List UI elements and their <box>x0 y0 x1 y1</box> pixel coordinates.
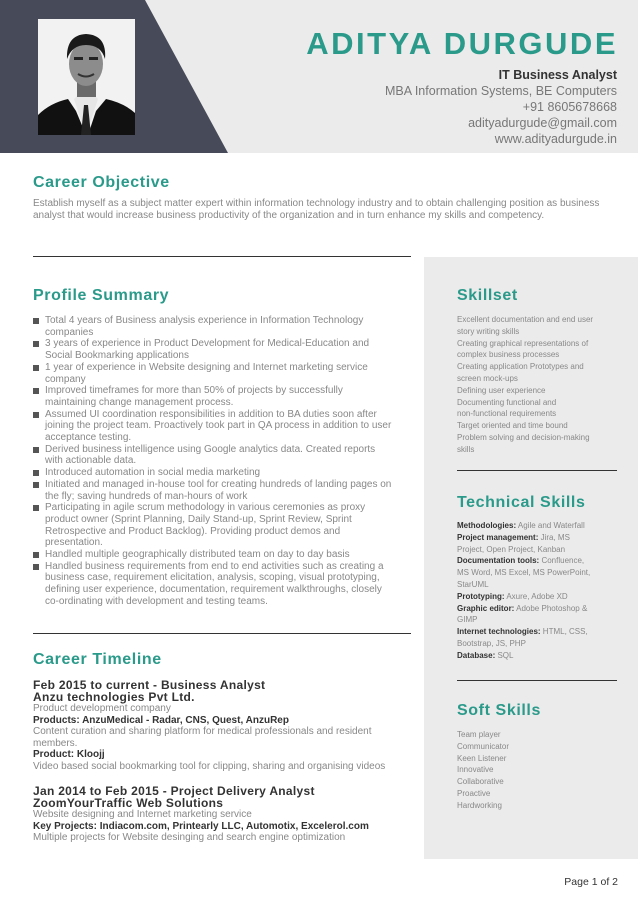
list-item: Target oriented and time bound <box>457 421 568 431</box>
list-item: Graphic editor: Adobe Photoshop & <box>457 603 588 613</box>
square-bullet-icon <box>33 318 39 324</box>
job-title: Jan 2014 to Feb 2015 - Project Delivery Analyst <box>33 784 315 798</box>
square-bullet-icon <box>33 552 39 558</box>
timeline-entry-anzu <box>33 679 418 773</box>
square-bullet-icon <box>33 447 39 453</box>
list-item: Database: SQL <box>457 650 514 660</box>
list-item: Hardworking <box>457 800 502 810</box>
list-item: Proactive <box>457 788 491 798</box>
list-item: complex business processes <box>457 350 560 360</box>
email-address[interactable]: adityadurgude@gmail.com <box>468 116 617 130</box>
product-description: Video based social bookmarking tool for clipping, sharing and organising videos <box>33 760 386 772</box>
square-bullet-icon <box>33 482 39 488</box>
divider-skillset <box>457 470 617 471</box>
list-item: skills <box>457 444 475 454</box>
soft-skills-heading: Soft Skills <box>457 702 541 719</box>
education: MBA Information Systems, BE Computers <box>384 84 617 98</box>
list-item: Introduced automation in social media marketing <box>33 467 393 479</box>
website-link[interactable]: www.adityadurgude.in <box>494 132 617 146</box>
divider-objective <box>33 256 411 257</box>
divider-technical <box>457 680 617 681</box>
list-item: Handled multiple geographically distributed team on day to day basis <box>33 549 393 561</box>
products-description: Content curation and sharing platform for medical professionals and resident members. <box>33 726 372 749</box>
skillset-heading: Skillset <box>457 287 518 304</box>
career-objective-heading: Career Objective <box>33 174 170 191</box>
list-item: Total 4 years of Business analysis experience in Information Technology companies <box>33 315 393 338</box>
list-item: Improved timeframes for more than 50% of projects by successfully maintaining change management process. <box>33 385 393 408</box>
square-bullet-icon <box>33 388 39 394</box>
product-label: Product: Kloojj <box>33 749 105 761</box>
list-item: Bootstrap, JS, PHP <box>457 638 526 648</box>
list-item: Methodologies: Agile and Waterfall <box>457 521 585 530</box>
square-bullet-icon <box>33 412 39 418</box>
list-item: GIMP <box>457 615 478 625</box>
list-item: 3 years of experience in Product Development for Medical-Education and Social Bookmarking applications <box>33 338 393 361</box>
list-item: Creating application Prototypes and <box>457 362 584 372</box>
company-name: ZoomYourTraffic Web Solutions <box>33 796 224 810</box>
list-item: Collaborative <box>457 777 504 787</box>
technical-skills-heading: Technical Skills <box>457 494 586 511</box>
divider-summary <box>33 633 411 634</box>
phone-number: +91 8605678668 <box>522 100 617 114</box>
list-item: story writing skills <box>457 326 520 336</box>
list-item: Team player <box>457 730 501 739</box>
timeline-entry-zoomyourtraffic <box>33 785 418 844</box>
list-item: StarUML <box>457 579 489 589</box>
list-item: Excellent documentation and end user <box>457 315 594 324</box>
square-bullet-icon <box>33 505 39 511</box>
list-item: Project, Open Project, Kanban <box>457 544 566 554</box>
list-item: Documenting functional and <box>457 397 557 407</box>
technical-skills-list <box>457 520 612 662</box>
list-item: Keen Listener <box>457 753 507 763</box>
projects-description: Multiple projects for Website desinging and search engine optimization <box>33 832 346 844</box>
list-item: Prototyping: Axure, Adobe XD <box>457 591 568 601</box>
job-role: IT Business Analyst <box>498 68 617 82</box>
list-item: Communicator <box>457 741 510 751</box>
list-item: Handled business requirements from end to end activities such as creating a business case, requirement elicitation, analysis, scoping, visual prototyping, defining user experience, documentation, requirement walkthroughs, closely co-ordinating with development and testing teams. <box>33 561 393 608</box>
company-name: Anzu technologies Pvt Ltd. <box>33 690 195 704</box>
square-bullet-icon <box>33 470 39 476</box>
square-bullet-icon <box>33 564 39 570</box>
page-number: Page 1 of 2 <box>564 876 618 888</box>
job-title: Feb 2015 to current - Business Analyst <box>33 678 266 692</box>
contact-block <box>385 67 617 147</box>
list-item: non-functional requirements <box>457 409 557 419</box>
profile-photo <box>38 19 135 135</box>
candidate-name: ADITYA DURGUDE <box>306 26 618 61</box>
list-item: Defining user experience <box>457 385 546 395</box>
list-item: 1 year of experience in Website designing and Internet marketing service company <box>33 362 393 385</box>
list-item: Project management: Jira, MS <box>457 532 570 542</box>
list-item: Assumed UI coordination responsibilities in addition to BA duties soon after joining the project team. Proactively took part in QA process in addition to user acceptance testing. <box>33 409 393 444</box>
list-item: Initiated and managed in-house tool for creating hundreds of landing pages on the fly; saving hundreds of man-hours of work <box>33 479 393 502</box>
list-item: Creating graphical representations of <box>457 338 589 348</box>
soft-skills-list <box>457 729 612 812</box>
list-item: MS Word, MS Excel, MS PowerPoint, <box>457 568 591 578</box>
square-bullet-icon <box>33 365 39 371</box>
list-item: Internet technologies: HTML, CSS, <box>457 627 588 637</box>
list-item: Innovative <box>457 765 494 775</box>
profile-summary-list <box>33 315 393 608</box>
list-item: Problem solving and decision-making <box>457 432 590 442</box>
products-label: Products: AnzuMedical - Radar, CNS, Quest, AnzuRep <box>33 714 289 726</box>
career-timeline-heading: Career Timeline <box>33 651 162 668</box>
list-item: Documentation tools: Confluence, <box>457 556 585 566</box>
list-item: Participating in agile scrum methodology in various ceremonies as proxy product owner (Sprint Planning, Daily Stand-up, Sprint Review, Sprint Retrospective and Product Backlog). Providing product demos and presentation. <box>33 502 393 549</box>
company-description: Website designing and Internet marketing service <box>33 809 252 820</box>
company-description: Product development company <box>33 703 171 714</box>
skillset-list <box>457 314 612 456</box>
career-objective-text: Establish myself as a subject matter expert within information technology industry and to obtain challenging position as business analyst that would increase business productivity of the organization and in turn enhance my skills and competency. <box>33 198 600 221</box>
profile-summary-heading: Profile Summary <box>33 287 170 304</box>
square-bullet-icon <box>33 341 39 347</box>
list-item: screen mock-ups <box>457 373 518 383</box>
projects-label: Key Projects: Indiacom.com, Printearly LLC, Automotix, Excelerol.com <box>33 820 369 832</box>
list-item: Derived business intelligence using Google analytics data. Created reports with actionable data. <box>33 444 393 467</box>
